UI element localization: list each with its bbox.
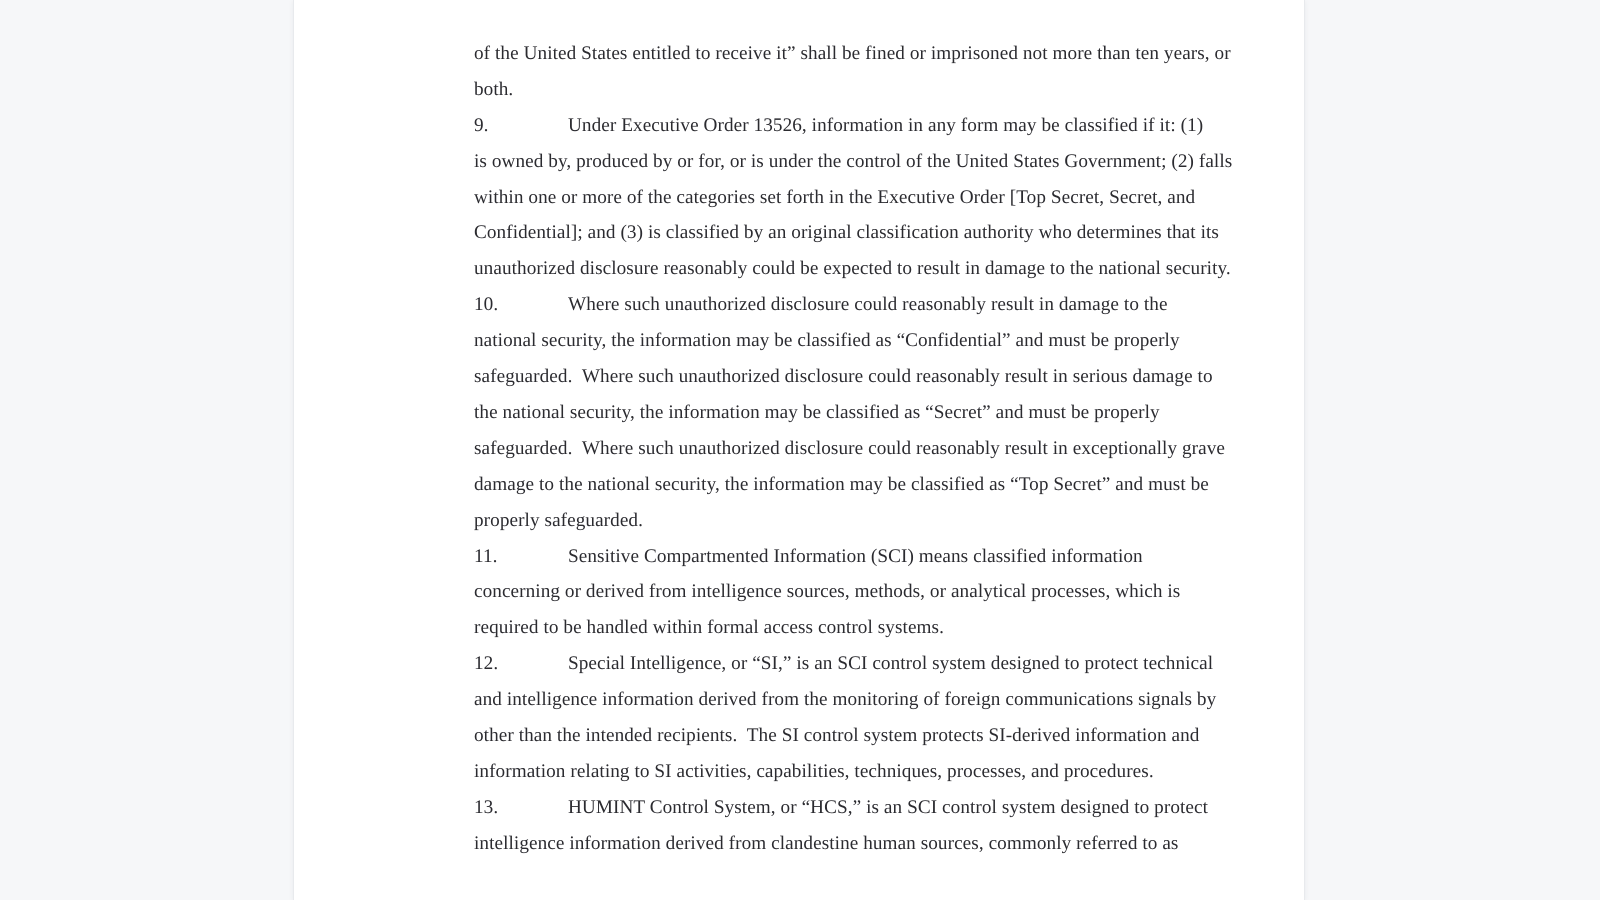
paragraph-number: 9.: [474, 114, 489, 136]
paragraph-line: unauthorized disclosure reasonably could be expected to result in damage to the national security.: [474, 258, 1231, 280]
paragraph-line: properly safeguarded.: [474, 509, 643, 531]
paragraph-number: 13.: [474, 796, 499, 818]
top-spacer: [474, 0, 1086, 36]
paragraph-line: concerning or derived from intelligence sources, methods, or analytical processes, which is: [474, 581, 1181, 603]
paragraph-text: Under Executive Order 13526, information in any form may be classified if it: (1): [568, 114, 1204, 136]
paragraph-line: the national security, the information may be classified as “Secret” and must be properly: [474, 401, 1160, 423]
paragraph-first-line: [474, 790, 1209, 826]
paragraph-first-line: [474, 646, 1214, 682]
paragraph-number: 12.: [474, 653, 499, 675]
continuation-line: both.: [474, 78, 514, 100]
paragraph-line: and intelligence information derived from the monitoring of foreign communications signals by: [474, 689, 1217, 711]
paragraph-line: information relating to SI activities, capabilities, techniques, processes, and procedures.: [474, 761, 1154, 783]
continuation-line: of the United States entitled to receive it” shall be fined or imprisoned not more than ten years, or: [474, 42, 1231, 64]
paragraph-text: Special Intelligence, or “SI,” is an SCI control system designed to protect technical: [568, 653, 1214, 675]
paragraph-line: intelligence information derived from clandestine human sources, commonly referred to as: [474, 832, 1179, 854]
paragraph-line: is owned by, produced by or for, or is under the control of the United States Government; (2) falls: [474, 150, 1233, 172]
page-text-body: [474, 0, 1233, 862]
paragraph-line: required to be handled within formal access control systems.: [474, 617, 944, 639]
paragraph-line: Confidential]; and (3) is classified by an original classification authority who determines that its: [474, 222, 1219, 244]
paragraph-number: 10.: [474, 294, 499, 316]
document-page: [294, 0, 1304, 900]
paragraph-text: HUMINT Control System, or “HCS,” is an SCI control system designed to protect: [568, 796, 1209, 818]
paragraph-line: safeguarded. Where such unauthorized disclosure could reasonably result in serious damage to: [474, 366, 1213, 388]
paragraph-line: safeguarded. Where such unauthorized disclosure could reasonably result in exceptionally grave: [474, 437, 1226, 459]
paragraph-text: Where such unauthorized disclosure could reasonably result in damage to the: [568, 294, 1168, 316]
paragraph-number: 11.: [474, 545, 498, 567]
paragraph-first-line: [474, 108, 1204, 144]
paragraph-line: damage to the national security, the information may be classified as “Top Secret” and must be: [474, 473, 1209, 495]
paragraph-line: other than the intended recipients. The SI control system protects SI-derived information and: [474, 725, 1200, 747]
paragraph-text: Sensitive Compartmented Information (SCI) means classified information: [568, 545, 1143, 567]
paragraph-first-line: [474, 539, 1143, 575]
paragraph-line: national security, the information may be classified as “Confidential” and must be properly: [474, 330, 1180, 352]
paragraph-line: within one or more of the categories set forth in the Executive Order [Top Secret, Secret, and: [474, 186, 1196, 208]
paragraph-first-line: [474, 287, 1168, 323]
